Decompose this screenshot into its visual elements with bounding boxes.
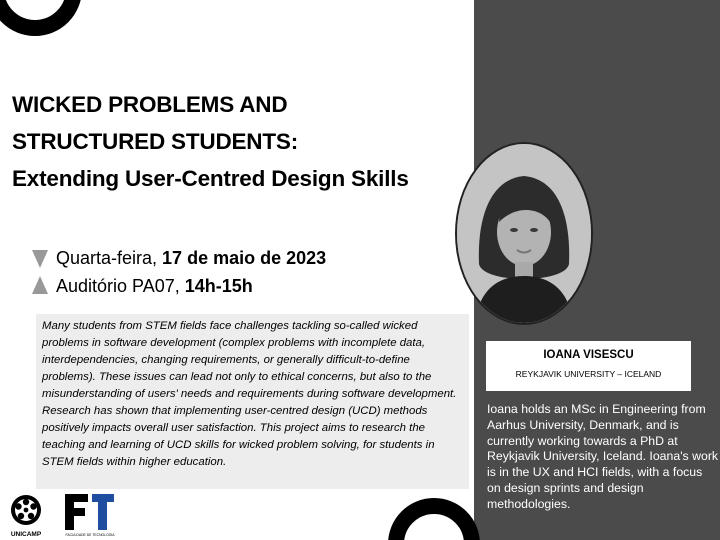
- talk-title: [12, 86, 472, 197]
- event-day: Quarta-feira,: [56, 248, 163, 268]
- unicamp-logo-text: UNICAMP: [10, 531, 42, 538]
- ring-decoration-top: [0, 0, 82, 36]
- event-place: Auditório PA07,: [56, 276, 185, 296]
- abstract-box: [36, 314, 469, 489]
- speaker-name-card: [486, 341, 691, 391]
- triangle-up-icon: [32, 276, 48, 294]
- abstract-text: Many students from STEM fields face challenges tackling so-called wicked problems in software development (complex problems with incomplete data, interdependencies, changing requirements, or generally difficult-to-define problems). These issues can lead not only to ethical concerns, but also to the misunderstanding of users' needs and requirements during software development. Research has shown that implementing user-centred design (UCD) methods positively impacts overall user satisfaction. This project aims to research the teaching and learning of UCD skills for wicked problem solving, for students in STEM fields within higher education.: [42, 320, 457, 468]
- triangle-down-icon: [32, 250, 48, 268]
- title-line-2: STRUCTURED STUDENTS:: [12, 129, 298, 154]
- event-date: 17 de maio de 2023: [162, 248, 327, 268]
- title-line-3: Extending User-Centred Design Skills: [12, 166, 409, 191]
- speaker-photo: [455, 142, 593, 325]
- ft-logo: [62, 490, 118, 538]
- ft-logo-text: FACULDADE DE TECNOLOGIA: [65, 533, 115, 537]
- title-line-1: WICKED PROBLEMS AND: [12, 92, 288, 117]
- event-time: 14h-15h: [184, 276, 253, 296]
- speaker-bio: Ioana holds an MSc in Engineering from Aarhus University, Denmark, and is currently working towards a PhD at Reykjavik University, Iceland. Ioana's work is in the UX and HCI fields, with a focus on design sprints and design methodologies.: [487, 402, 719, 511]
- speaker-name: IOANA VISESCU: [543, 349, 634, 361]
- speaker-affiliation: REYKJAVIK UNIVERSITY – ICELAND: [515, 369, 662, 379]
- unicamp-logo: [6, 492, 46, 540]
- ring-decoration-bottom: [388, 498, 480, 540]
